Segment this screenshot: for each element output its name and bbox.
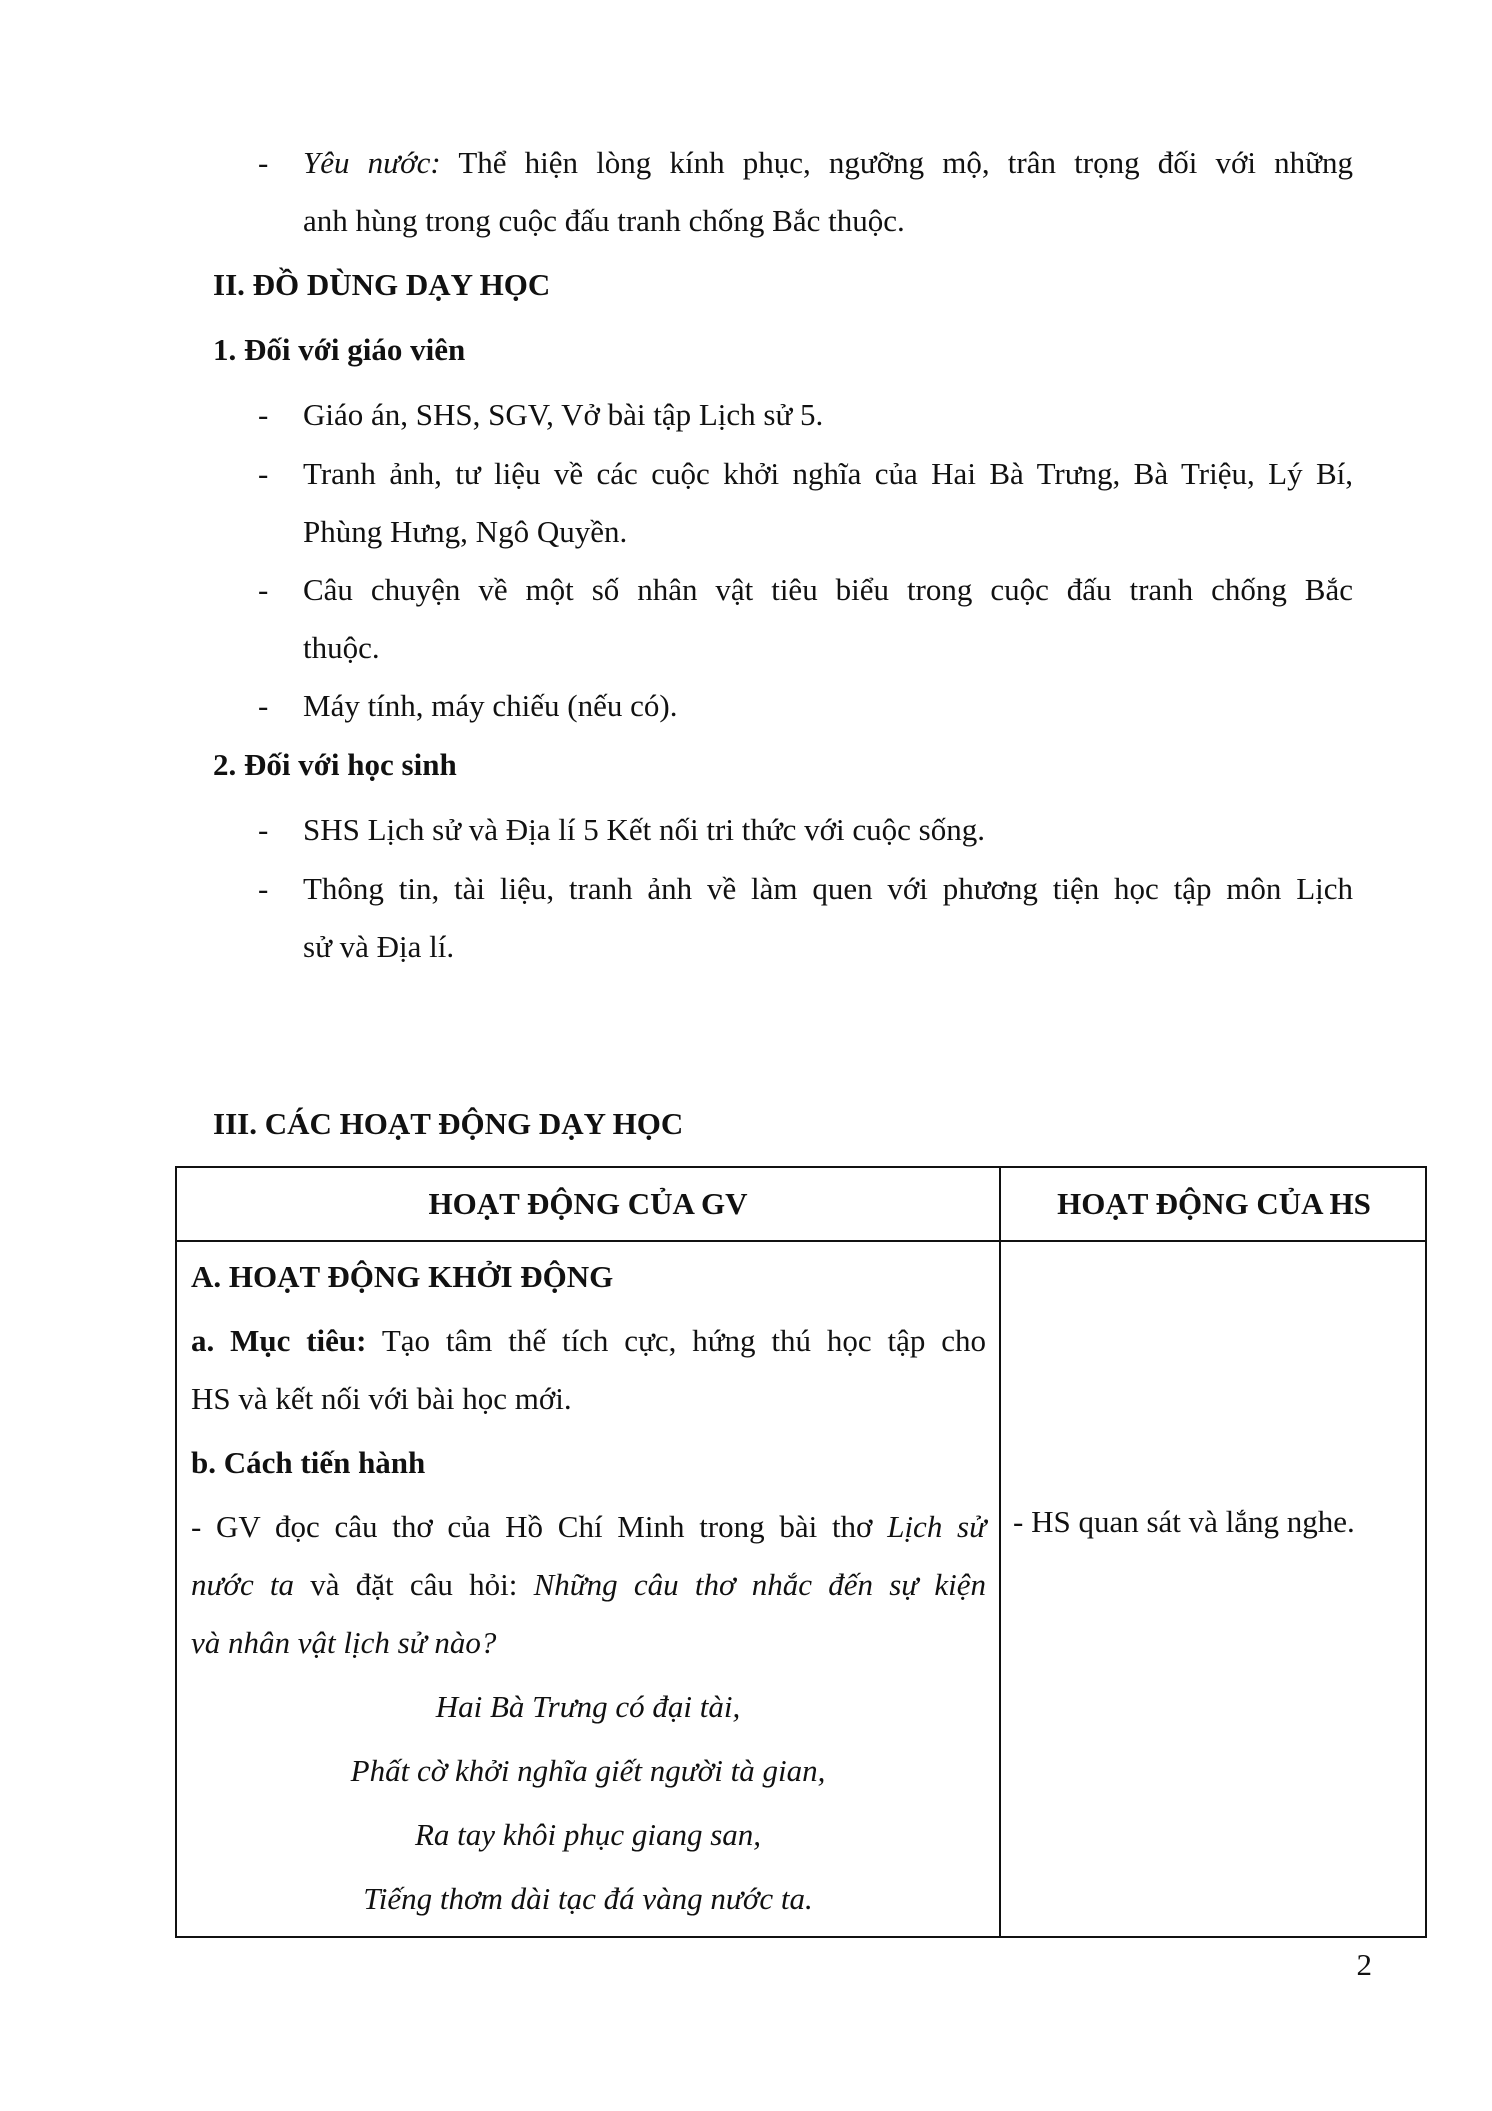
poem-line-3: Ra tay khôi phục giang san,: [414, 1817, 762, 1852]
student-subtitle: 2. Đối với học sinh: [213, 747, 457, 782]
gv-instruction-line3: và nhân vật lịch sử nào?: [191, 1625, 497, 1660]
gv-line1-text: - GV đọc câu thơ của Hồ Chí Minh trong bài thơ: [191, 1509, 873, 1544]
bullet-dash: -: [258, 456, 269, 491]
intro-bullet-line1: Thể hiện lòng kính phục, ngưỡng mộ, trân trọng đối với những: [458, 145, 1353, 180]
intro-bullet-label: Yêu nước:: [303, 145, 441, 180]
student-item-2: [303, 860, 1353, 976]
teacher-item-3: [303, 561, 1353, 677]
teacher-item-2: [303, 445, 1353, 561]
gv-instruction-line1: [191, 1498, 986, 1556]
page-number: 2: [1356, 1947, 1372, 1982]
activities-table: [175, 1166, 1427, 1938]
gv-line1-title: Lịch sử: [887, 1509, 987, 1544]
section2-title: II. ĐỒ DÙNG DẠY HỌC: [213, 267, 551, 302]
poem-line-2: Phất cờ khởi nghĩa giết người tà gian,: [350, 1753, 826, 1788]
gv-line2-title: nước ta: [191, 1567, 295, 1602]
table-header-divider: [177, 1240, 1425, 1242]
gv-line2-question: Những câu thơ nhắc đến sự kiện: [533, 1567, 987, 1602]
teacher-item-3-line2: thuộc.: [303, 630, 380, 665]
poem-line-4: Tiếng thơm dài tạc đá vàng nước ta.: [363, 1881, 813, 1916]
goal-text-line2: HS và kết nối với bài học mới.: [191, 1381, 572, 1416]
goal-line1: [191, 1312, 986, 1370]
gv-line2-text: và đặt câu hỏi:: [310, 1567, 518, 1602]
teacher-item-1: Giáo án, SHS, SGV, Vở bài tập Lịch sử 5.: [303, 397, 824, 432]
gv-instruction-line2: [191, 1556, 986, 1614]
section3-title: III. CÁC HOẠT ĐỘNG DẠY HỌC: [213, 1106, 684, 1141]
teacher-item-2-line1: Tranh ảnh, tư liệu về các cuộc khởi nghĩa của Hai Bà Trưng, Bà Triệu, Lý Bí,: [303, 456, 1353, 491]
activity-title: A. HOẠT ĐỘNG KHỞI ĐỘNG: [191, 1259, 614, 1294]
intro-bullet-line2: anh hùng trong cuộc đấu tranh chống Bắc thuộc.: [303, 203, 905, 238]
intro-bullet-text: [303, 134, 1353, 250]
bullet-dash: -: [258, 871, 269, 906]
hs-response: - HS quan sát và lắng nghe.: [1013, 1504, 1355, 1539]
teacher-subtitle: 1. Đối với giáo viên: [213, 332, 466, 367]
student-item-1: SHS Lịch sử và Địa lí 5 Kết nối tri thức với cuộc sống.: [303, 812, 985, 847]
table-header-hs: HOẠT ĐỘNG CỦA HS: [1057, 1186, 1371, 1221]
teacher-item-2-line2: Phùng Hưng, Ngô Quyền.: [303, 514, 628, 549]
teacher-item-3-line1: Câu chuyện về một số nhân vật tiêu biểu trong cuộc đấu tranh chống Bắc: [303, 572, 1353, 607]
bullet-dash: -: [258, 688, 269, 723]
goal-text-line1: Tạo tâm thế tích cực, hứng thú học tập cho: [381, 1323, 986, 1358]
student-item-2-line1: Thông tin, tài liệu, tranh ảnh về làm quen với phương tiện học tập môn Lịch: [303, 871, 1353, 906]
table-header-gv: HOẠT ĐỘNG CỦA GV: [428, 1186, 748, 1221]
poem-line-1: Hai Bà Trưng có đại tài,: [435, 1689, 741, 1724]
bullet-dash: -: [258, 812, 269, 847]
goal-label: a. Mục tiêu:: [191, 1323, 367, 1358]
bullet-dash: -: [258, 572, 269, 607]
bullet-dash: -: [258, 397, 269, 432]
student-item-2-line2: sử và Địa lí.: [303, 929, 455, 964]
teacher-item-4: Máy tính, máy chiếu (nếu có).: [303, 688, 678, 723]
table-column-divider: [999, 1168, 1001, 1936]
bullet-dash: -: [258, 145, 269, 180]
method-label: b. Cách tiến hành: [191, 1445, 426, 1480]
